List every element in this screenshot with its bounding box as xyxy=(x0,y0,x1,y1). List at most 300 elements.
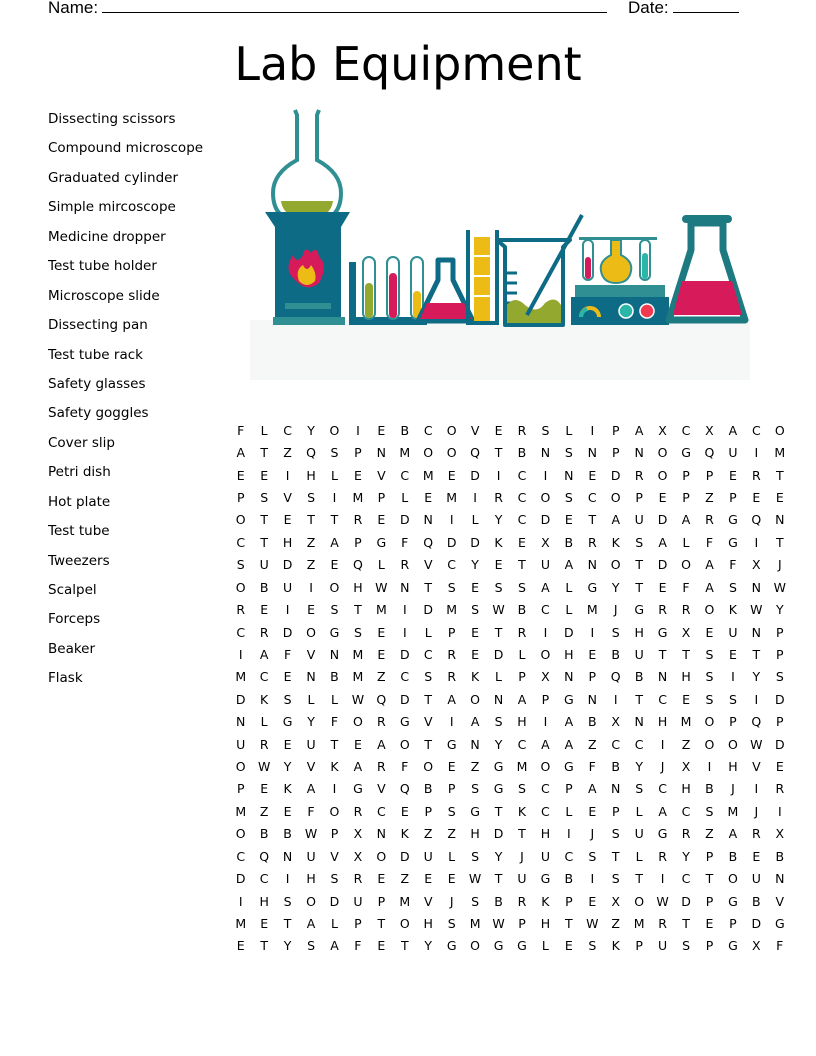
grid-letter[interactable]: Z xyxy=(587,736,597,752)
grid-letter[interactable]: L xyxy=(330,691,338,707)
grid-letter[interactable]: T xyxy=(752,646,761,662)
grid-letter[interactable]: X xyxy=(705,422,714,438)
grid-letter[interactable]: C xyxy=(611,736,621,752)
grid-letter[interactable]: A xyxy=(470,714,480,730)
grid-letter[interactable]: R xyxy=(517,624,527,640)
grid-letter[interactable]: C xyxy=(564,848,574,864)
grid-letter[interactable]: B xyxy=(330,669,339,685)
grid-letter[interactable]: O xyxy=(235,826,246,842)
grid-letter[interactable]: E xyxy=(471,579,480,595)
grid-letter[interactable]: M xyxy=(352,669,364,685)
grid-letter[interactable]: A xyxy=(588,781,597,797)
grid-letter[interactable]: I xyxy=(777,803,782,819)
grid-letter[interactable]: O xyxy=(610,489,621,505)
grid-letter[interactable]: Z xyxy=(705,826,714,842)
grid-letter[interactable]: T xyxy=(424,691,433,707)
grid-letter[interactable]: S xyxy=(611,624,620,640)
grid-letter[interactable]: M xyxy=(399,445,411,461)
grid-letter[interactable]: E xyxy=(283,803,292,819)
grid-letter[interactable]: A xyxy=(306,781,316,797)
grid-letter[interactable]: B xyxy=(423,781,433,797)
grid-letter[interactable]: B xyxy=(494,893,503,909)
grid-letter[interactable]: O xyxy=(540,646,551,662)
grid-letter[interactable]: A xyxy=(306,915,316,931)
grid-letter[interactable]: V xyxy=(306,759,316,775)
grid-letter[interactable]: J xyxy=(590,826,595,842)
grid-letter[interactable]: X xyxy=(611,714,620,730)
grid-letter[interactable]: W xyxy=(750,602,763,618)
grid-letter[interactable]: G xyxy=(728,938,738,954)
grid-letter[interactable]: W xyxy=(304,826,318,842)
grid-letter[interactable]: N xyxy=(587,445,597,461)
grid-letter[interactable]: K xyxy=(494,534,503,550)
grid-letter[interactable]: O xyxy=(306,624,316,640)
grid-letter[interactable]: P xyxy=(354,445,362,461)
grid-letter[interactable]: T xyxy=(260,534,268,550)
grid-letter[interactable]: N xyxy=(634,714,644,730)
grid-letter[interactable]: A xyxy=(517,691,527,707)
grid-letter[interactable]: V xyxy=(752,759,761,775)
grid-letter[interactable]: Q xyxy=(751,714,762,730)
grid-letter[interactable]: O xyxy=(727,871,738,887)
grid-letter[interactable]: Q xyxy=(704,445,715,461)
grid-letter[interactable]: F xyxy=(401,534,409,550)
grid-letter[interactable]: Q xyxy=(259,848,270,864)
grid-letter[interactable]: Z xyxy=(283,445,292,461)
grid-letter[interactable]: E xyxy=(377,624,386,640)
grid-letter[interactable]: A xyxy=(611,512,620,528)
grid-letter[interactable]: E xyxy=(307,602,315,618)
grid-letter[interactable]: P xyxy=(776,646,784,662)
grid-letter[interactable]: I xyxy=(309,579,313,595)
grid-letter[interactable]: G xyxy=(329,624,340,640)
grid-letter[interactable]: P xyxy=(330,826,339,842)
grid-letter[interactable]: E xyxy=(564,938,573,954)
grid-letter[interactable]: I xyxy=(707,759,712,775)
grid-letter[interactable]: D xyxy=(282,624,293,640)
grid-letter[interactable]: A xyxy=(705,557,714,573)
grid-letter[interactable]: E xyxy=(283,512,292,528)
grid-letter[interactable]: M xyxy=(375,602,387,618)
grid-letter[interactable]: L xyxy=(635,848,643,864)
grid-letter[interactable]: E xyxy=(728,646,737,662)
grid-letter[interactable]: G xyxy=(517,938,527,954)
grid-letter[interactable]: P xyxy=(354,915,362,931)
grid-letter[interactable]: L xyxy=(330,915,338,931)
grid-letter[interactable]: Z xyxy=(611,915,620,931)
grid-letter[interactable]: H xyxy=(353,579,363,595)
grid-letter[interactable]: O xyxy=(470,938,481,954)
grid-letter[interactable]: O xyxy=(681,557,691,573)
grid-letter[interactable]: I xyxy=(285,871,290,887)
grid-letter[interactable]: C xyxy=(236,534,246,550)
grid-letter[interactable]: M xyxy=(727,803,739,819)
grid-letter[interactable]: M xyxy=(774,445,786,461)
grid-letter[interactable]: L xyxy=(260,422,268,438)
grid-letter[interactable]: N xyxy=(470,736,480,752)
grid-letter[interactable]: E xyxy=(236,467,245,483)
grid-letter[interactable]: I xyxy=(754,781,759,797)
grid-letter[interactable]: P xyxy=(354,534,362,550)
grid-letter[interactable]: G xyxy=(587,579,598,595)
grid-letter[interactable]: B xyxy=(705,781,714,797)
grid-letter[interactable]: C xyxy=(681,871,691,887)
grid-letter[interactable]: C xyxy=(400,467,410,483)
grid-letter[interactable]: F xyxy=(682,579,690,595)
grid-letter[interactable]: S xyxy=(471,893,480,909)
grid-letter[interactable]: P xyxy=(236,489,245,505)
grid-letter[interactable]: P xyxy=(377,489,386,505)
grid-letter[interactable]: A xyxy=(330,938,339,954)
grid-letter[interactable]: Y xyxy=(494,736,503,752)
grid-letter[interactable]: O xyxy=(634,893,645,909)
grid-letter[interactable]: N xyxy=(587,557,597,573)
grid-letter[interactable]: A xyxy=(681,512,691,528)
grid-letter[interactable]: C xyxy=(236,848,246,864)
grid-letter[interactable]: G xyxy=(470,803,480,819)
grid-letter[interactable]: N xyxy=(376,445,387,461)
grid-letter[interactable]: H xyxy=(634,624,644,640)
grid-letter[interactable]: J xyxy=(660,759,665,775)
grid-letter[interactable]: U xyxy=(751,871,761,887)
grid-letter[interactable]: I xyxy=(590,422,595,438)
grid-letter[interactable]: O xyxy=(352,714,363,730)
grid-letter[interactable]: M xyxy=(235,803,247,819)
grid-letter[interactable]: R xyxy=(447,669,456,685)
grid-letter[interactable]: K xyxy=(541,893,550,909)
grid-letter[interactable]: D xyxy=(751,915,762,931)
grid-letter[interactable]: O xyxy=(470,691,481,707)
grid-letter[interactable]: J xyxy=(754,803,759,819)
grid-letter[interactable]: E xyxy=(447,871,456,887)
grid-letter[interactable]: C xyxy=(541,602,550,618)
grid-letter[interactable]: I xyxy=(496,467,501,483)
grid-letter[interactable]: O xyxy=(540,759,551,775)
grid-letter[interactable]: I xyxy=(543,624,548,640)
grid-letter[interactable]: I xyxy=(590,871,595,887)
grid-letter[interactable]: B xyxy=(400,422,410,438)
grid-letter[interactable]: D xyxy=(235,871,246,887)
grid-letter[interactable]: P xyxy=(518,915,526,931)
grid-letter[interactable]: T xyxy=(775,534,784,550)
grid-letter[interactable]: Z xyxy=(259,803,269,819)
grid-letter[interactable]: E xyxy=(400,803,409,819)
grid-letter[interactable]: T xyxy=(611,848,620,864)
grid-letter[interactable]: R xyxy=(259,736,269,752)
grid-letter[interactable]: K xyxy=(283,781,292,797)
grid-letter[interactable]: N xyxy=(423,512,433,528)
grid-letter[interactable]: D xyxy=(774,736,785,752)
grid-letter[interactable]: C xyxy=(751,422,761,438)
grid-letter[interactable]: E xyxy=(658,579,667,595)
grid-letter[interactable]: D xyxy=(399,691,410,707)
grid-letter[interactable]: S xyxy=(307,489,315,505)
grid-letter[interactable]: L xyxy=(682,534,690,550)
grid-letter[interactable]: P xyxy=(565,893,573,909)
grid-letter[interactable]: D xyxy=(657,557,668,573)
grid-letter[interactable]: X xyxy=(681,759,691,775)
grid-letter[interactable]: T xyxy=(424,579,433,595)
grid-letter[interactable]: H xyxy=(423,915,433,931)
grid-letter[interactable]: U xyxy=(353,893,363,909)
grid-letter[interactable]: I xyxy=(754,691,759,707)
grid-letter[interactable]: G xyxy=(446,736,457,752)
grid-letter[interactable]: T xyxy=(705,871,714,887)
grid-letter[interactable]: K xyxy=(400,826,409,842)
grid-letter[interactable]: L xyxy=(260,714,268,730)
grid-letter[interactable]: Y xyxy=(283,938,292,954)
grid-letter[interactable]: M xyxy=(446,602,458,618)
grid-letter[interactable]: S xyxy=(330,871,339,887)
grid-letter[interactable]: Q xyxy=(610,669,621,685)
grid-letter[interactable]: C xyxy=(423,422,433,438)
grid-letter[interactable]: T xyxy=(260,445,268,461)
grid-letter[interactable]: K xyxy=(330,759,339,775)
grid-letter[interactable]: J xyxy=(613,602,618,618)
grid-letter[interactable]: P xyxy=(705,467,714,483)
grid-letter[interactable]: A xyxy=(541,736,550,752)
grid-letter[interactable]: U xyxy=(634,646,644,662)
grid-letter[interactable]: S xyxy=(564,489,573,505)
grid-letter[interactable]: H xyxy=(564,646,574,662)
grid-letter[interactable]: R xyxy=(705,512,714,528)
grid-letter[interactable]: O xyxy=(329,579,340,595)
grid-letter[interactable]: S xyxy=(611,826,620,842)
grid-letter[interactable]: I xyxy=(402,602,407,618)
grid-letter[interactable]: E xyxy=(353,736,362,752)
grid-letter[interactable]: I xyxy=(754,534,759,550)
grid-letter[interactable]: S xyxy=(424,669,433,685)
grid-letter[interactable]: B xyxy=(564,534,574,550)
grid-letter[interactable]: O xyxy=(329,803,340,819)
grid-letter[interactable]: U xyxy=(658,938,668,954)
grid-letter[interactable]: N xyxy=(611,781,621,797)
grid-letter[interactable]: H xyxy=(282,534,293,550)
grid-letter[interactable]: O xyxy=(704,602,715,618)
grid-letter[interactable]: G xyxy=(493,781,504,797)
grid-letter[interactable]: R xyxy=(658,848,667,864)
grid-letter[interactable]: A xyxy=(377,736,386,752)
grid-letter[interactable]: S xyxy=(635,781,644,797)
grid-letter[interactable]: S xyxy=(588,848,597,864)
grid-letter[interactable]: E xyxy=(471,646,480,662)
grid-letter[interactable]: P xyxy=(588,669,597,685)
grid-letter[interactable]: I xyxy=(332,489,337,505)
grid-letter[interactable]: R xyxy=(752,826,761,842)
grid-letter[interactable]: E xyxy=(658,489,667,505)
grid-letter[interactable]: T xyxy=(260,512,268,528)
grid-letter[interactable]: C xyxy=(541,781,550,797)
grid-letter[interactable]: E xyxy=(283,669,292,685)
grid-letter[interactable]: A xyxy=(728,422,738,438)
grid-letter[interactable]: U xyxy=(306,848,316,864)
grid-letter[interactable]: O xyxy=(540,489,551,505)
grid-letter[interactable]: N xyxy=(400,579,410,595)
grid-letter[interactable]: P xyxy=(635,938,643,954)
grid-letter[interactable]: V xyxy=(423,893,433,909)
grid-letter[interactable]: A xyxy=(564,557,574,573)
grid-letter[interactable]: P xyxy=(518,669,526,685)
grid-letter[interactable]: C xyxy=(447,557,457,573)
grid-letter[interactable]: Z xyxy=(306,557,316,573)
grid-letter[interactable]: E xyxy=(494,557,503,573)
grid-letter[interactable]: Y xyxy=(471,557,479,573)
grid-letter[interactable]: D xyxy=(610,467,621,483)
grid-letter[interactable]: S xyxy=(330,602,339,618)
grid-letter[interactable]: E xyxy=(377,871,386,887)
grid-letter[interactable]: U xyxy=(728,624,738,640)
grid-letter[interactable]: U xyxy=(236,736,246,752)
grid-letter[interactable]: C xyxy=(259,669,269,685)
grid-letter[interactable]: D xyxy=(470,467,480,483)
grid-letter[interactable]: T xyxy=(518,826,526,842)
grid-letter[interactable]: T xyxy=(518,557,526,573)
grid-letter[interactable]: D xyxy=(282,557,293,573)
grid-letter[interactable]: A xyxy=(330,534,339,550)
grid-letter[interactable]: B xyxy=(259,579,269,595)
grid-letter[interactable]: H xyxy=(540,915,551,931)
grid-letter[interactable]: I xyxy=(285,467,290,483)
grid-letter[interactable]: N xyxy=(751,579,762,595)
grid-letter[interactable]: P xyxy=(729,714,737,730)
grid-letter[interactable]: W xyxy=(586,915,599,931)
grid-letter[interactable]: T xyxy=(635,691,643,707)
grid-letter[interactable]: H xyxy=(681,669,691,685)
grid-letter[interactable]: E xyxy=(775,759,784,775)
grid-letter[interactable]: T xyxy=(682,915,690,931)
grid-letter[interactable]: P xyxy=(729,489,737,505)
grid-letter[interactable]: O xyxy=(399,736,410,752)
grid-letter[interactable]: X xyxy=(541,534,550,550)
grid-letter[interactable]: U xyxy=(540,848,550,864)
grid-letter[interactable]: O xyxy=(423,445,434,461)
grid-letter[interactable]: R xyxy=(752,467,761,483)
grid-letter[interactable]: S xyxy=(494,714,503,730)
grid-letter[interactable]: I xyxy=(238,893,243,909)
grid-letter[interactable]: E xyxy=(447,759,456,775)
grid-letter[interactable]: M xyxy=(399,893,411,909)
grid-letter[interactable]: O xyxy=(774,422,785,438)
grid-letter[interactable]: G xyxy=(728,512,738,528)
grid-letter[interactable]: E xyxy=(260,467,269,483)
grid-letter[interactable]: A xyxy=(564,714,574,730)
grid-letter[interactable]: T xyxy=(283,915,292,931)
grid-letter[interactable]: N xyxy=(775,871,785,887)
grid-letter[interactable]: L xyxy=(565,579,573,595)
grid-letter[interactable]: I xyxy=(356,422,360,438)
grid-letter[interactable]: I xyxy=(449,714,454,730)
grid-letter[interactable]: S xyxy=(471,781,480,797)
grid-letter[interactable]: F xyxy=(401,759,409,775)
grid-letter[interactable]: H xyxy=(470,826,480,842)
grid-letter[interactable]: G xyxy=(446,938,457,954)
grid-letter[interactable]: T xyxy=(330,512,339,528)
grid-letter[interactable]: U xyxy=(728,445,738,461)
grid-letter[interactable]: X xyxy=(353,848,363,864)
grid-letter[interactable]: R xyxy=(259,624,269,640)
grid-letter[interactable]: Q xyxy=(751,512,762,528)
grid-letter[interactable]: O xyxy=(235,579,246,595)
name-blank-line[interactable] xyxy=(102,0,607,13)
grid-letter[interactable]: M xyxy=(633,915,645,931)
grid-letter[interactable]: E xyxy=(518,534,526,550)
grid-letter[interactable]: D xyxy=(540,512,551,528)
grid-letter[interactable]: P xyxy=(377,893,386,909)
grid-letter[interactable]: E xyxy=(588,803,597,819)
grid-letter[interactable]: T xyxy=(354,602,362,618)
grid-letter[interactable]: E xyxy=(564,512,573,528)
grid-letter[interactable]: N xyxy=(564,669,574,685)
grid-letter[interactable]: F xyxy=(330,714,339,730)
grid-letter[interactable]: V xyxy=(377,781,386,797)
grid-letter[interactable]: D xyxy=(329,893,340,909)
grid-letter[interactable]: O xyxy=(329,422,340,438)
grid-letter[interactable]: L xyxy=(307,691,315,707)
grid-letter[interactable]: S xyxy=(283,691,292,707)
grid-letter[interactable]: E xyxy=(447,467,456,483)
grid-letter[interactable]: E xyxy=(752,489,761,505)
grid-letter[interactable]: P xyxy=(776,624,784,640)
grid-letter[interactable]: T xyxy=(494,803,503,819)
grid-letter[interactable]: P xyxy=(705,938,714,954)
grid-letter[interactable]: H xyxy=(517,714,527,730)
grid-letter[interactable]: Y xyxy=(775,602,784,618)
grid-letter[interactable]: D xyxy=(657,512,668,528)
grid-letter[interactable]: C xyxy=(681,803,691,819)
grid-letter[interactable]: B xyxy=(775,848,785,864)
grid-letter[interactable]: T xyxy=(494,445,503,461)
grid-letter[interactable]: L xyxy=(495,669,503,685)
grid-letter[interactable]: C xyxy=(634,736,644,752)
grid-letter[interactable]: L xyxy=(377,557,385,573)
grid-letter[interactable]: O xyxy=(423,759,434,775)
grid-letter[interactable]: F xyxy=(588,759,596,775)
grid-letter[interactable]: M xyxy=(352,646,364,662)
grid-letter[interactable]: R xyxy=(587,534,597,550)
grid-letter[interactable]: S xyxy=(611,871,620,887)
grid-letter[interactable]: U xyxy=(634,512,644,528)
grid-letter[interactable]: G xyxy=(564,759,574,775)
grid-letter[interactable]: E xyxy=(330,557,339,573)
grid-letter[interactable]: C xyxy=(587,489,597,505)
grid-letter[interactable]: Y xyxy=(307,422,315,438)
grid-letter[interactable]: E xyxy=(588,646,597,662)
grid-letter[interactable]: O xyxy=(446,422,457,438)
grid-letter[interactable]: Q xyxy=(376,691,387,707)
grid-letter[interactable]: I xyxy=(567,826,571,842)
grid-letter[interactable]: R xyxy=(681,826,691,842)
grid-letter[interactable]: T xyxy=(658,646,667,662)
grid-letter[interactable]: Y xyxy=(494,512,503,528)
grid-letter[interactable]: G xyxy=(540,871,551,887)
grid-letter[interactable]: K xyxy=(611,938,620,954)
grid-letter[interactable]: E xyxy=(705,915,714,931)
grid-letter[interactable]: C xyxy=(658,781,667,797)
grid-letter[interactable]: L xyxy=(424,624,432,640)
grid-letter[interactable]: O xyxy=(704,714,715,730)
grid-letter[interactable]: L xyxy=(635,803,643,819)
grid-letter[interactable]: Q xyxy=(306,445,316,461)
grid-letter[interactable]: U xyxy=(259,557,269,573)
grid-letter[interactable]: I xyxy=(473,489,477,505)
grid-letter[interactable]: E xyxy=(260,602,269,618)
grid-letter[interactable]: G xyxy=(728,893,738,909)
grid-letter[interactable]: T xyxy=(775,467,784,483)
grid-letter[interactable]: Q xyxy=(423,534,434,550)
grid-letter[interactable]: C xyxy=(236,624,246,640)
grid-letter[interactable]: B xyxy=(283,826,292,842)
grid-letter[interactable]: L xyxy=(471,512,479,528)
